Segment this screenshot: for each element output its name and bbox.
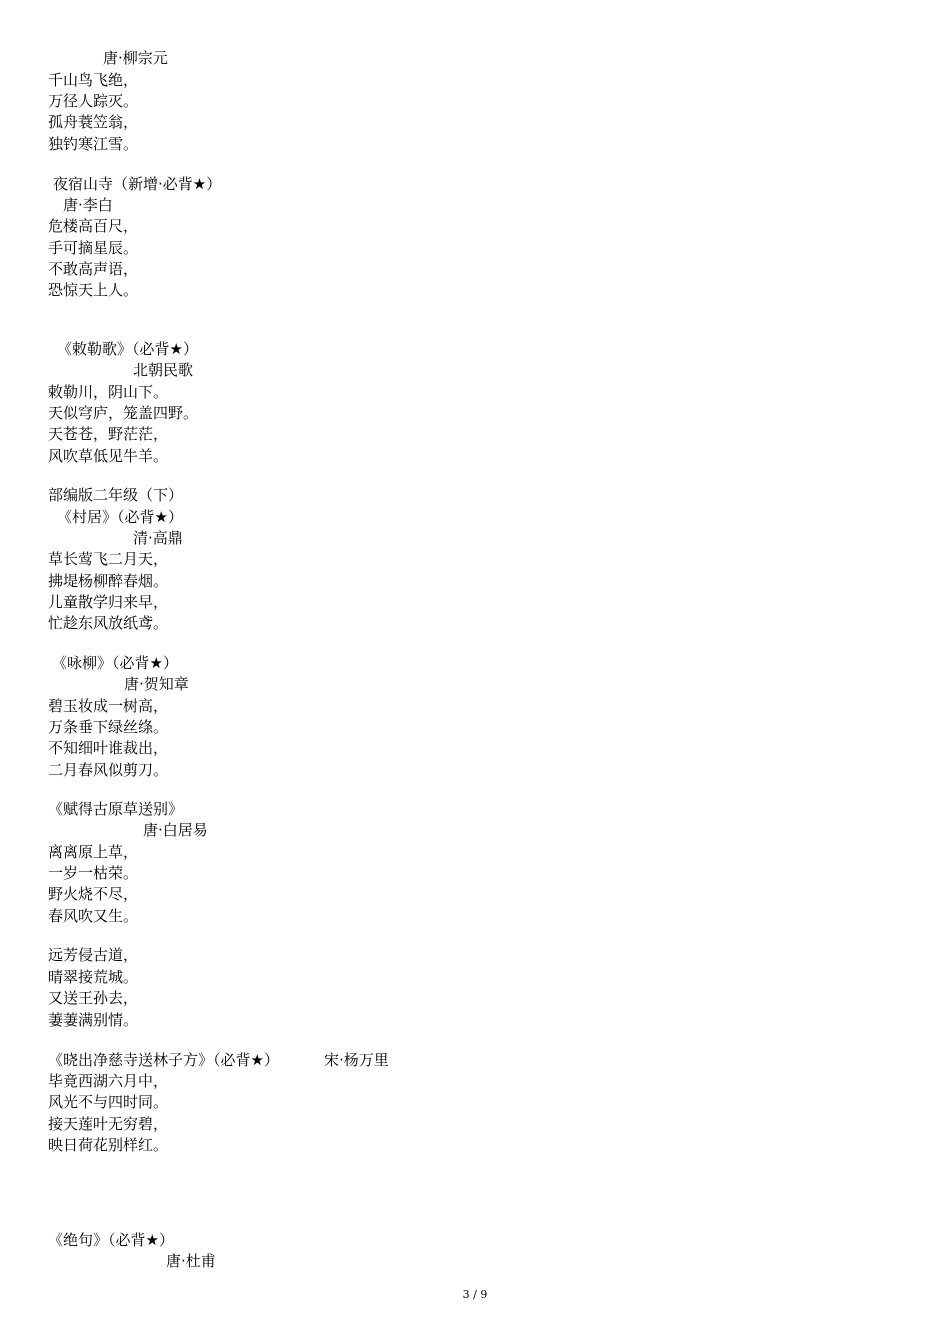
poem-author: 宋·杨万里: [324, 1051, 389, 1069]
poem-title: 《赋得古原草送别》: [48, 800, 184, 818]
poem-line: 万径人踪灭。: [48, 92, 139, 110]
poem-line: 儿童散学归来早，: [48, 593, 169, 611]
poem-title: 《晓出净慈寺送林子方》（必背★）: [48, 1051, 279, 1069]
poem-author: 北朝民歌: [133, 361, 194, 379]
poem-line: 草长莺飞二月天，: [48, 550, 169, 568]
poem-line: 春风吹又生。: [48, 907, 139, 925]
poem-line: 映日荷花别样红。: [48, 1136, 169, 1154]
poem-line: 不知细叶谁裁出，: [48, 739, 169, 757]
poem-author: 唐·杜甫: [166, 1252, 216, 1270]
poem-title: 《村居》（必背★）: [57, 508, 183, 526]
section-heading: 部编版二年级（下）: [48, 486, 184, 504]
poem-line: 恐惊天上人。: [48, 281, 139, 299]
poem-line: 野火烧不尽，: [48, 885, 139, 903]
poem-line: 危楼高百尺，: [48, 217, 139, 235]
poem-author: 唐·李白: [63, 196, 113, 214]
poem-line: 一岁一枯荣。: [48, 864, 139, 882]
poem-title: 《敕勒歌》（必背★）: [57, 340, 198, 358]
poem-author: 唐·白居易: [143, 821, 208, 839]
poem-line: 毕竟西湖六月中，: [48, 1072, 169, 1090]
poem-line: 手可摘星辰。: [48, 239, 139, 257]
poem-title: 《绝句》（必背★）: [48, 1231, 174, 1249]
poem-line: 萋萋满别情。: [48, 1011, 139, 1029]
poem-line: 忙趁东风放纸鸢。: [48, 614, 169, 632]
poem-line: 拂堤杨柳醉春烟。: [48, 572, 169, 590]
poem-line: 又送王孙去，: [48, 989, 139, 1007]
poem-line: 天苍苍，野茫茫，: [48, 425, 169, 443]
poem-line: 天似穹庐，笼盖四野。: [48, 404, 199, 422]
poem-line: 晴翠接荒城。: [48, 968, 139, 986]
poem-line: 敕勒川，阴山下。: [48, 383, 169, 401]
poem-line: 离离原上草，: [48, 843, 139, 861]
poem-line: 风吹草低见牛羊。: [48, 447, 169, 465]
poem-title: 《咏柳》（必背★）: [52, 654, 178, 672]
poem-author: 唐·柳宗元: [103, 49, 168, 67]
poem-author: 清·高鼎: [133, 529, 183, 547]
poem-line: 千山鸟飞绝，: [48, 71, 139, 89]
poem-line: 万条垂下绿丝绦。: [48, 718, 169, 736]
poem-title: 夜宿山寺（新增·必背★）: [53, 175, 222, 193]
poem-line: 不敢高声语，: [48, 260, 139, 278]
page-number: 3 / 9: [462, 1288, 488, 1301]
poem-line: 接天莲叶无穷碧，: [48, 1115, 169, 1133]
poem-line: 碧玉妆成一树高，: [48, 697, 169, 715]
poem-line: 远芳侵古道，: [48, 946, 139, 964]
poem-line: 二月春风似剪刀。: [48, 761, 169, 779]
poem-line: 风光不与四时同。: [48, 1093, 169, 1111]
poem-author: 唐·贺知章: [124, 675, 189, 693]
poem-line: 独钓寒江雪。: [48, 135, 139, 153]
poem-line: 孤舟蓑笠翁，: [48, 113, 139, 131]
